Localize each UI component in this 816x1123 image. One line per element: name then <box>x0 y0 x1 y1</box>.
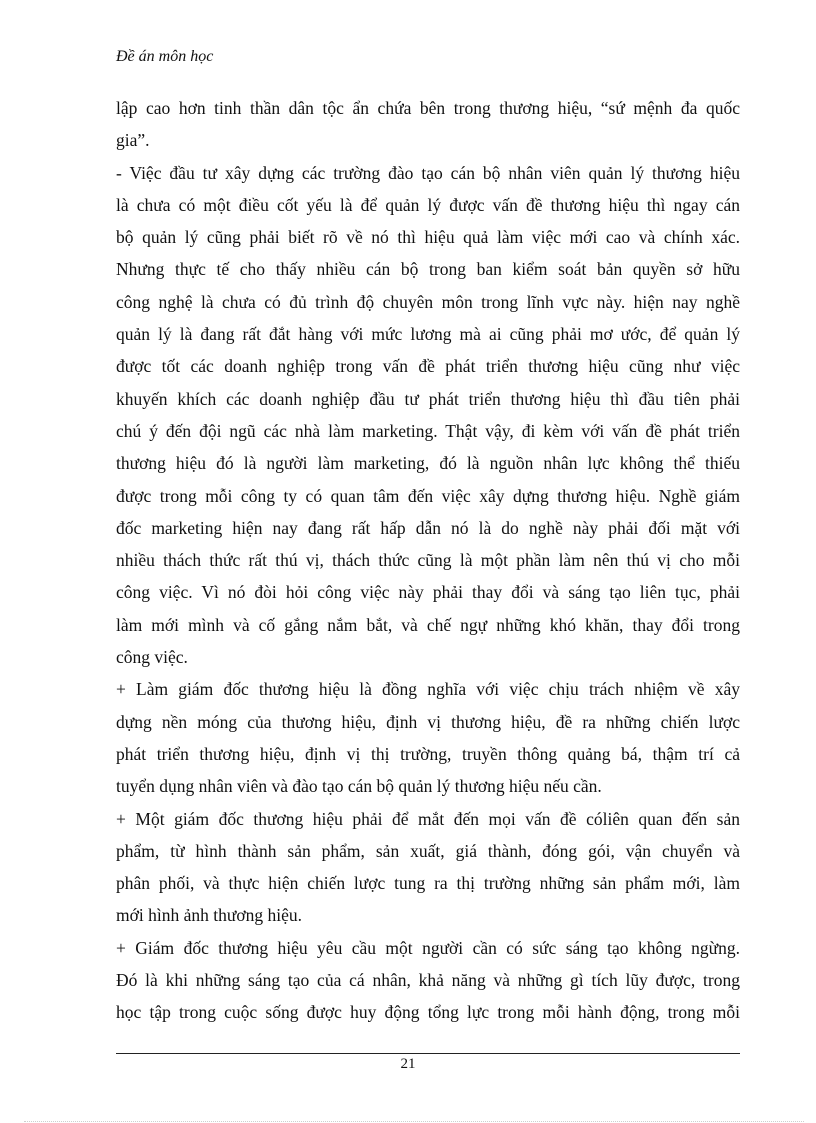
text-line: gia”. <box>116 130 150 151</box>
text-line: quản lý là đang rất đắt hàng với mức lương mà ai cũng phải mơ ước, để quản lý <box>116 324 740 345</box>
text-line: đốc marketing hiện nay đang rất hấp dẫn nó là do nghề này phải đối mặt với <box>116 517 740 538</box>
text-line: Nhưng thực tế cho thấy nhiều cán bộ trong ban kiểm soát bản quyền sở hữu <box>116 259 740 280</box>
text-line: khuyến khích các doanh nghiệp đầu tư phát triển thương hiệu thì đầu tiên phải <box>116 388 740 409</box>
text-line: + Làm giám đốc thương hiệu là đồng nghĩa với việc chịu trách nhiệm về xây <box>116 679 740 700</box>
text-line: - Việc đầu tư xây dựng các trường đào tạo cán bộ nhân viên quản lý thương hiệu <box>116 162 740 183</box>
footer-divider <box>116 1053 740 1054</box>
text-line: công việc. <box>116 647 188 668</box>
text-line: phân phối, và thực hiện chiến lược tung ra thị trường những sản phẩm mới, làm <box>116 873 740 894</box>
page-header-title: Đề án môn học <box>116 48 214 65</box>
text-line: dựng nền móng của thương hiệu, định vị thương hiệu, đề ra những chiến lược <box>116 711 740 732</box>
text-line: nhiều thách thức rất thú vị, thách thức cũng là một phần làm nên thú vị cho mỗi <box>116 550 740 571</box>
page-number: 21 <box>400 1056 416 1072</box>
text-line: là chưa có một điều cốt yếu là để quản lý được vấn đề thương hiệu thì ngay cán <box>116 194 740 215</box>
text-line: được tốt các doanh nghiệp trong vấn đề phát triển thương hiệu cũng như việc <box>116 356 740 377</box>
text-line: bộ quản lý cũng phải biết rõ về nó thì hiệu quả làm việc mới cao và chính xác. <box>116 227 740 248</box>
text-line: học tập trong cuộc sống được huy động tổng lực trong mỗi hành động, trong mỗi <box>116 1002 740 1023</box>
text-line: mới hình ảnh thương hiệu. <box>116 905 302 926</box>
text-line: công việc. Vì nó đòi hỏi công việc này phải thay đổi và sáng tạo liên tục, phải <box>116 582 740 603</box>
body-text <box>116 92 740 1029</box>
text-line: lập cao hơn tinh thần dân tộc ẩn chứa bên trong thương hiệu, “sứ mệnh đa quốc <box>116 98 740 118</box>
text-line: + Một giám đốc thương hiệu phải để mắt đến mọi vấn đề cóliên quan đến sản <box>116 808 740 829</box>
text-line: Đó là khi những sáng tạo của cá nhân, khả năng và những gì tích lũy được, trong <box>116 970 740 991</box>
text-line: làm mới mình và cố gắng nắm bắt, và chế ngự những khó khăn, thay đổi trong <box>116 614 740 635</box>
text-line: phẩm, từ hình thành sản phẩm, sản xuất, giá thành, đóng gói, vận chuyển và <box>116 840 740 861</box>
text-line: thương hiệu đó là người làm marketing, đó là nguồn nhân lực không thể thiếu <box>116 453 740 474</box>
text-line: chú ý đến đội ngũ các nhà làm marketing. Thật vậy, đi kèm với vấn đề phát triển <box>116 420 740 441</box>
text-line: phát triển thương hiệu, định vị thị trường, truyền thông quảng bá, thậm trí cả <box>116 743 740 764</box>
text-line: được trong mỗi công ty có quan tâm đến việc xây dựng thương hiệu. Nghề giám <box>116 485 740 506</box>
page-edge-divider <box>24 1121 804 1122</box>
text-line: tuyển dụng nhân viên và đào tạo cán bộ quản lý thương hiệu nếu cần. <box>116 776 602 797</box>
text-line: công nghệ là chưa có đủ trình độ chuyên môn trong lĩnh vực này. hiện nay nghề <box>116 291 740 312</box>
text-line: + Giám đốc thương hiệu yêu cầu một người cần có sức sáng tạo không ngừng. <box>116 937 740 958</box>
